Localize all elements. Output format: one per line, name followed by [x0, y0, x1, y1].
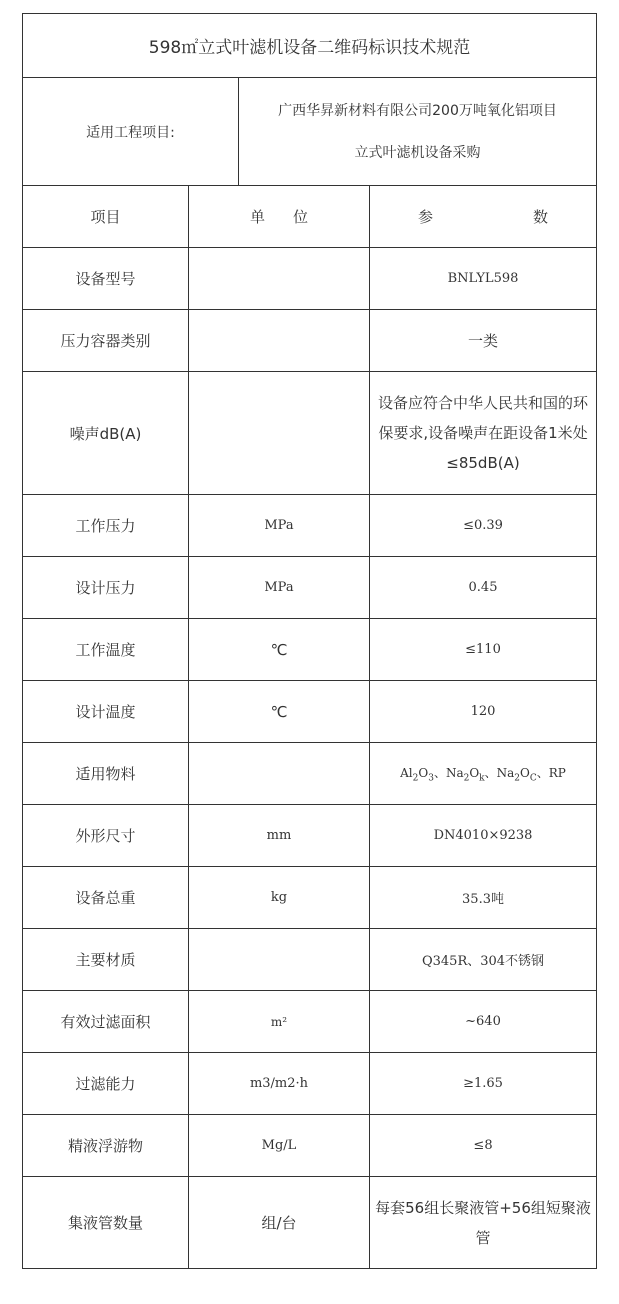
table-row: [23, 1053, 597, 1115]
table-row: [23, 929, 597, 991]
row-unit: [189, 372, 370, 495]
project-line-1: 广西华昇新材料有限公司200万吨氧化铝项目: [278, 102, 557, 119]
header-param-char-2: 数: [533, 208, 549, 226]
header-param: [370, 186, 597, 248]
row-item: 外形尺寸: [23, 805, 189, 867]
row-item: 设计温度: [23, 681, 189, 743]
row-unit: MPa: [189, 495, 370, 557]
table-row: [23, 743, 597, 805]
table-row: [23, 1115, 597, 1177]
table-row: [23, 867, 597, 929]
row-item: 有效过滤面积: [23, 991, 189, 1053]
row-unit: [189, 248, 370, 310]
row-unit: kg: [189, 867, 370, 929]
row-item: 适用物料: [23, 743, 189, 805]
row-unit: [189, 743, 370, 805]
row-unit: m²: [189, 991, 370, 1053]
row-value: BNLYL598: [370, 248, 597, 310]
row-item: 过滤能力: [23, 1053, 189, 1115]
row-item: 工作温度: [23, 619, 189, 681]
row-unit: ℃: [189, 681, 370, 743]
spec-table: [22, 13, 597, 1269]
header-unit-char-1: 单: [249, 208, 265, 226]
header-param-char-1: 参: [417, 208, 433, 226]
table-row: [23, 310, 597, 372]
table-row: [23, 1177, 597, 1269]
header-unit: [189, 186, 370, 248]
row-item: 集液管数量: [23, 1177, 189, 1269]
row-value: Q345R、304不锈钢: [370, 929, 597, 991]
row-item: 精液浮游物: [23, 1115, 189, 1177]
row-value: 每套56组长聚液管+56组短聚液管: [370, 1177, 597, 1269]
row-unit: 组/台: [189, 1177, 370, 1269]
row-item: 设计压力: [23, 557, 189, 619]
row-value: 设备应符合中华人民共和国的环保要求,设备噪声在距设备1米处≤85dB(A): [370, 372, 597, 495]
row-unit: ℃: [189, 619, 370, 681]
row-value: ~640: [370, 991, 597, 1053]
row-unit: m3/m2·h: [189, 1053, 370, 1115]
row-value: 120: [370, 681, 597, 743]
row-value: 0.45: [370, 557, 597, 619]
row-value: ≤8: [370, 1115, 597, 1177]
header-unit-char-2: 位: [293, 208, 309, 226]
table-row: [23, 805, 597, 867]
row-value: DN4010×9238: [370, 805, 597, 867]
table-row: [23, 248, 597, 310]
document-title: 598㎡立式叶滤机设备二维码标识技术规范: [23, 14, 597, 78]
table-row: [23, 372, 597, 495]
row-item: 工作压力: [23, 495, 189, 557]
row-value: 一类: [370, 310, 597, 372]
row-unit: [189, 310, 370, 372]
row-value: 35.3吨: [370, 867, 597, 929]
table-row: [23, 681, 597, 743]
row-value: ≤110: [370, 619, 597, 681]
row-item: 设备总重: [23, 867, 189, 929]
row-item: 压力容器类别: [23, 310, 189, 372]
row-unit: MPa: [189, 557, 370, 619]
row-unit: [189, 929, 370, 991]
table-row: [23, 619, 597, 681]
table-row: [23, 495, 597, 557]
spec-document: [22, 13, 596, 1269]
table-row: [23, 557, 597, 619]
row-item: 设备型号: [23, 248, 189, 310]
row-value: ≥1.65: [370, 1053, 597, 1115]
row-unit: Mg/L: [189, 1115, 370, 1177]
table-row: [23, 991, 597, 1053]
project-value: [239, 78, 597, 186]
row-item: 噪声dB(A): [23, 372, 189, 495]
row-unit: mm: [189, 805, 370, 867]
project-line-2: 立式叶滤机设备采购: [354, 144, 481, 161]
header-item: 项目: [23, 186, 189, 248]
project-label: 适用工程项目:: [23, 78, 239, 186]
row-value: ≤0.39: [370, 495, 597, 557]
row-value: $Al_2O_3$、$Na_2O_k$、$Na_2O_C$、RP: [370, 743, 597, 805]
row-item: 主要材质: [23, 929, 189, 991]
